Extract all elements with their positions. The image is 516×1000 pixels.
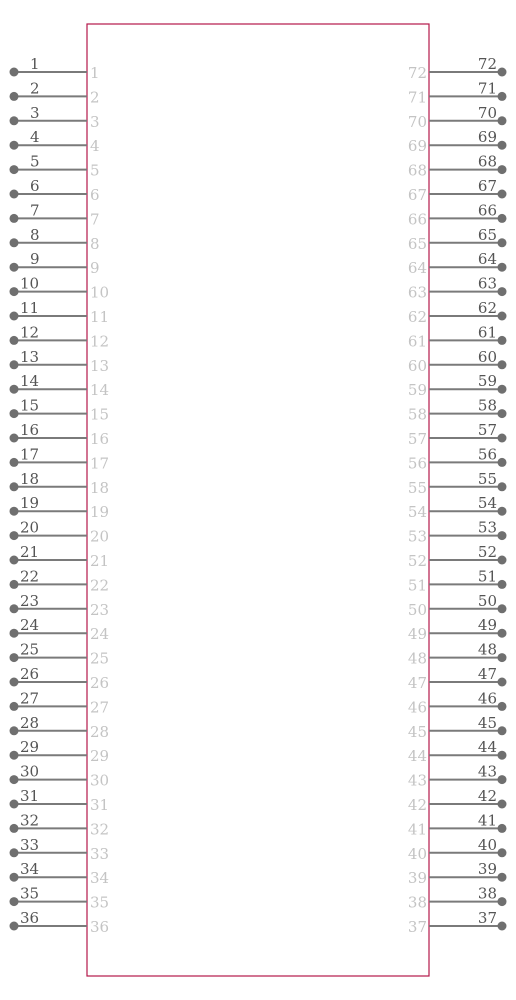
pin-number-label: 40 [477,835,497,854]
pin-endpoint-dot [498,68,507,77]
pin-number-label: 19 [20,494,40,513]
pin-name-label: 17 [90,454,110,473]
pin-endpoint-dot [10,751,19,760]
pin-number-label: 22 [20,567,40,586]
pin-name-label: 54 [407,503,427,522]
pin-name-label: 40 [407,844,427,863]
pin-number-label: 10 [20,274,40,293]
pin-name-label: 68 [407,161,427,180]
pin-endpoint-dot [498,214,507,223]
pin-2 [10,79,100,106]
pin-number-label: 36 [20,909,40,927]
pin-name-label: 1 [90,64,100,82]
pin-endpoint-dot [498,751,507,760]
pin-endpoint-dot [498,312,507,321]
pin-name-label: 47 [407,674,427,692]
pin-name-label: 18 [90,478,110,497]
pin-name-label: 26 [90,674,110,692]
pin-endpoint-dot [10,92,19,101]
pin-endpoint-dot [10,604,19,613]
pin-name-label: 10 [90,283,110,302]
pin-number-label: 63 [477,274,497,293]
pin-number-label: 1 [30,55,40,73]
pin-endpoint-dot [498,873,507,882]
pin-name-label: 24 [90,625,110,644]
pin-name-label: 55 [407,478,427,497]
pin-name-label: 20 [90,527,110,546]
pin-endpoint-dot [10,824,19,833]
pin-name-label: 5 [90,161,100,180]
pin-endpoint-dot [498,897,507,906]
pin-endpoint-dot [10,238,19,247]
pin-endpoint-dot [10,360,19,369]
pin-3 [10,104,100,131]
pin-name-label: 25 [90,649,110,668]
pin-number-label: 17 [20,445,40,464]
pin-name-label: 42 [407,796,427,814]
pin-endpoint-dot [10,800,19,809]
pin-number-label: 13 [20,347,40,366]
pin-6 [10,177,100,204]
pin-number-label: 45 [477,713,497,732]
pin-number-label: 38 [477,884,497,903]
pin-name-label: 33 [90,844,110,863]
pin-endpoint-dot [10,165,19,174]
pin-1 [10,55,100,82]
pin-name-label: 71 [407,88,427,107]
pin-number-label: 54 [477,494,497,513]
pin-endpoint-dot [498,653,507,662]
pin-name-label: 50 [407,600,427,619]
pin-number-label: 5 [30,152,40,171]
pin-endpoint-dot [498,604,507,613]
pin-name-label: 45 [407,722,427,741]
pin-number-label: 71 [477,79,497,98]
pin-endpoint-dot [10,409,19,418]
pin-name-label: 58 [407,405,427,424]
pin-number-label: 12 [20,323,40,342]
pin-number-label: 50 [477,591,497,610]
pin-endpoint-dot [10,873,19,882]
pin-endpoint-dot [10,580,19,589]
pin-endpoint-dot [498,580,507,589]
pin-endpoint-dot [10,726,19,735]
pin-number-label: 48 [477,640,497,659]
pin-number-label: 3 [30,103,40,122]
right-pin-group [408,55,507,936]
pin-number-label: 60 [477,347,497,366]
pin-number-label: 67 [477,177,497,195]
pin-name-label: 61 [407,332,427,351]
pin-number-label: 65 [477,225,497,244]
pin-name-label: 41 [407,820,427,839]
pin-number-label: 14 [20,372,40,391]
pin-name-label: 53 [407,527,427,546]
pin-endpoint-dot [498,360,507,369]
left-pin-group [10,55,110,936]
pin-endpoint-dot [498,409,507,418]
pin-name-label: 48 [407,649,427,668]
pin-endpoint-dot [498,726,507,735]
pin-number-label: 61 [477,323,497,342]
pin-name-label: 67 [407,186,427,204]
pin-name-label: 8 [90,234,100,253]
pin-name-label: 46 [407,698,427,717]
pin-endpoint-dot [498,116,507,125]
pin-endpoint-dot [498,165,507,174]
pin-number-label: 34 [20,860,40,879]
pin-endpoint-dot [10,556,19,565]
pin-endpoint-dot [10,190,19,199]
pin-endpoint-dot [498,629,507,638]
pin-number-label: 49 [477,616,497,635]
pin-endpoint-dot [10,287,19,296]
pin-endpoint-dot [498,824,507,833]
pin-name-label: 56 [407,454,427,473]
pin-name-label: 49 [407,625,427,644]
pin-endpoint-dot [498,702,507,711]
pin-number-label: 68 [477,152,497,171]
pin-endpoint-dot [10,897,19,906]
pin-endpoint-dot [10,482,19,491]
pin-number-label: 70 [477,103,497,122]
pin-endpoint-dot [10,434,19,443]
pin-name-label: 52 [407,552,427,570]
pin-9 [10,250,100,277]
pin-endpoint-dot [10,678,19,687]
pin-name-label: 28 [90,722,110,741]
pin-number-label: 37 [477,909,497,927]
pin-name-label: 9 [90,259,100,278]
pin-number-label: 26 [20,665,40,683]
pin-name-label: 36 [90,918,110,936]
pin-endpoint-dot [10,775,19,784]
pin-endpoint-dot [498,190,507,199]
pin-name-label: 38 [407,893,427,912]
pin-name-label: 62 [407,308,427,326]
pin-name-label: 19 [90,503,110,522]
pin-endpoint-dot [498,922,507,931]
pin-number-label: 51 [477,567,497,586]
pin-endpoint-dot [10,629,19,638]
pin-number-label: 56 [477,445,497,464]
pin-name-label: 30 [90,771,110,790]
pin-endpoint-dot [498,507,507,516]
pin-name-label: 7 [90,210,100,229]
pin-number-label: 23 [20,591,40,610]
pin-number-label: 6 [30,177,40,195]
pin-endpoint-dot [498,556,507,565]
pin-number-label: 57 [477,421,497,439]
pin-name-label: 27 [90,698,110,717]
pin-endpoint-dot [10,312,19,321]
pin-number-label: 72 [477,55,497,73]
pin-endpoint-dot [498,385,507,394]
pin-number-label: 58 [477,396,497,415]
pin-name-label: 12 [90,332,110,351]
pin-number-label: 9 [30,250,40,269]
pin-endpoint-dot [10,141,19,150]
pin-number-label: 7 [30,201,40,220]
pin-name-label: 22 [90,576,110,595]
pin-number-label: 16 [20,421,40,439]
pin-name-label: 4 [90,137,100,156]
pin-name-label: 21 [90,552,110,570]
pin-endpoint-dot [10,922,19,931]
pin-name-label: 31 [90,796,110,814]
pin-endpoint-dot [498,336,507,345]
pin-endpoint-dot [10,214,19,223]
pin-number-label: 28 [20,713,40,732]
pin-4 [10,128,100,155]
pin-name-label: 57 [407,430,427,448]
pin-endpoint-dot [498,238,507,247]
pin-number-label: 24 [20,616,40,635]
pin-name-label: 16 [90,430,110,448]
pin-number-label: 21 [20,543,40,561]
pin-number-label: 55 [477,469,497,488]
pin-number-label: 2 [30,79,40,98]
pin-endpoint-dot [498,531,507,540]
pin-number-label: 41 [477,811,497,830]
pin-name-label: 51 [407,576,427,595]
pin-name-label: 63 [407,283,427,302]
pin-endpoint-dot [498,434,507,443]
pin-number-label: 64 [477,250,497,269]
pin-name-label: 14 [90,381,110,400]
pin-endpoint-dot [498,678,507,687]
pin-number-label: 15 [20,396,40,415]
pin-endpoint-dot [10,385,19,394]
pin-number-label: 20 [20,518,40,537]
pin-number-label: 31 [20,787,40,805]
pin-name-label: 64 [407,259,427,278]
pin-number-label: 44 [477,738,497,757]
pin-number-label: 43 [477,762,497,781]
pin-name-label: 43 [407,771,427,790]
pin-number-label: 27 [20,689,40,708]
pin-number-label: 42 [477,787,497,805]
pin-name-label: 44 [407,747,427,766]
pin-endpoint-dot [498,848,507,857]
pin-number-label: 33 [20,835,40,854]
pin-name-label: 6 [90,186,100,204]
pin-endpoint-dot [10,653,19,662]
pin-endpoint-dot [10,507,19,516]
pin-number-label: 47 [477,665,497,683]
pin-endpoint-dot [498,775,507,784]
pin-number-label: 39 [477,860,497,879]
component-body [87,24,429,976]
pin-name-label: 23 [90,600,110,619]
pin-number-label: 32 [20,811,40,830]
pin-name-label: 59 [407,381,427,400]
pin-number-label: 4 [30,128,40,147]
pin-name-label: 70 [407,112,427,131]
pin-number-label: 8 [30,225,40,244]
pin-endpoint-dot [10,116,19,125]
pin-number-label: 66 [477,201,497,220]
pin-endpoint-dot [498,287,507,296]
pin-number-label: 29 [20,738,40,757]
pin-number-label: 62 [477,299,497,317]
pin-endpoint-dot [498,458,507,467]
pin-number-label: 52 [477,543,497,561]
pin-name-label: 60 [407,356,427,375]
pin-endpoint-dot [10,263,19,272]
pin-endpoint-dot [10,458,19,467]
pin-8 [10,226,100,253]
pin-endpoint-dot [10,848,19,857]
pin-name-label: 32 [90,820,110,839]
pin-name-label: 29 [90,747,110,766]
pin-name-label: 13 [90,356,110,375]
pin-name-label: 39 [407,869,427,888]
pin-name-label: 2 [90,88,100,107]
pin-name-label: 11 [90,308,110,326]
pin-name-label: 37 [407,918,427,936]
pin-endpoint-dot [498,482,507,491]
pin-endpoint-dot [10,531,19,540]
pin-endpoint-dot [10,336,19,345]
pin-number-label: 30 [20,762,40,781]
pin-endpoint-dot [10,68,19,77]
pin-endpoint-dot [498,800,507,809]
pin-endpoint-dot [498,92,507,101]
pin-number-label: 53 [477,518,497,537]
pin-5 [10,153,100,180]
pin-name-label: 3 [90,112,100,131]
pin-name-label: 35 [90,893,110,912]
pin-number-label: 25 [20,640,40,659]
pin-endpoint-dot [498,141,507,150]
pin-7 [10,201,100,228]
pin-name-label: 15 [90,405,110,424]
pin-endpoint-dot [10,702,19,711]
pin-number-label: 69 [477,128,497,147]
pin-number-label: 59 [477,372,497,391]
pin-number-label: 18 [20,469,40,488]
pin-number-label: 35 [20,884,40,903]
pin-name-label: 69 [407,137,427,156]
pin-number-label: 46 [477,689,497,708]
pin-name-label: 65 [407,234,427,253]
pin-endpoint-dot [498,263,507,272]
pin-name-label: 34 [90,869,110,888]
pin-name-label: 72 [407,64,427,82]
pin-number-label: 11 [20,299,40,317]
pin-name-label: 66 [407,210,427,229]
